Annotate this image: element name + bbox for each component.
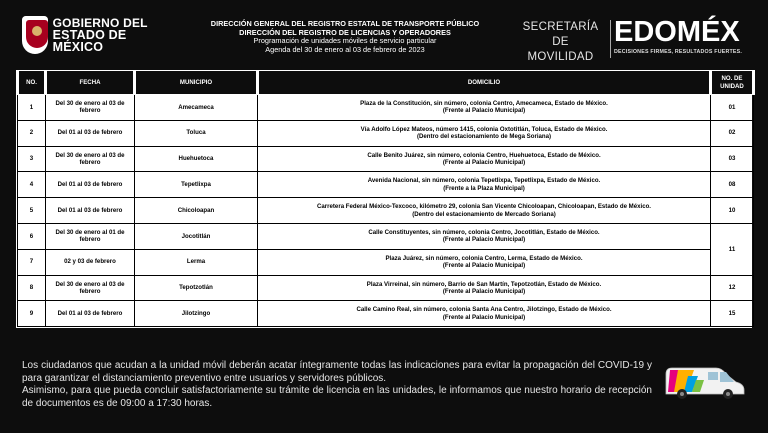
cell-municipio: Toluca <box>135 120 258 146</box>
domicilio-reference: (Frente al Palacio Municipal) <box>442 107 526 115</box>
heading-line-4: Agenda del 30 de enero al 03 de febrero de 2023 <box>265 44 425 54</box>
cell-fecha: Del 01 al 03 de febrero <box>46 172 135 198</box>
cell-municipio: Tepotzotlán <box>135 275 258 301</box>
cell-unidad: 11 <box>711 223 754 275</box>
table-row <box>18 172 754 198</box>
cell-municipio: Amecameca <box>135 95 258 121</box>
cell-domicilio <box>258 301 711 327</box>
gobierno-logo-line2: ESTADO DE MÉXICO <box>52 27 127 54</box>
domicilio-reference: (Frente al Palacio Municipal) <box>442 262 526 270</box>
cell-domicilio <box>258 95 711 121</box>
cell-unidad: 01 <box>711 95 754 121</box>
cell-municipio: Tepetlixpa <box>135 172 258 198</box>
gobierno-logo-text <box>53 17 162 54</box>
header-unidad: NO. DE UNIDAD <box>711 71 754 95</box>
cell-unidad: 03 <box>711 146 754 172</box>
cell-domicilio <box>258 275 711 301</box>
edomex-tagline: DECISIONES FIRMES, RESULTADOS FUERTES. <box>614 49 743 55</box>
cell-fecha: 02 y 03 de febrero <box>46 249 135 275</box>
cell-unidad: 10 <box>711 198 754 224</box>
notice-paragraph-1: Los ciudadanos que acudan a la unidad móvil deberán acatar íntegramente todas las indicaciones para evitar la propagación del COVID-19 y para garantizar el distanciamiento preventivo entre usuarios y servidores públicos. <box>22 360 652 384</box>
gobierno-logo-line1: GOBIERNO DEL <box>52 15 148 30</box>
cell-no: 3 <box>18 146 46 172</box>
document-heading <box>180 20 510 54</box>
header-domicilio: DOMICILIO <box>258 71 711 95</box>
schedule-table <box>16 70 755 327</box>
domicilio-address: Calle Benito Juárez, sin número, colonia Centro, Huehuetoca, Estado de México. <box>367 151 601 159</box>
domicilio-address: Plaza Virreinal, sin número, Barrio de San Martín, Tepotzotlán, Estado de México. <box>366 280 602 288</box>
header-fecha: FECHA <box>46 71 135 95</box>
table-row <box>18 95 754 121</box>
mobile-unit-van-icon <box>664 364 746 400</box>
domicilio-address: Calle Camino Real, sin número, colonia Santa Ana Centro, Jilotzingo, Estado de México. <box>356 306 612 314</box>
domicilio-address: Plaza Juárez, sin número, colonia Centro, Lerma, Estado de México. <box>385 254 583 262</box>
cell-domicilio <box>258 120 711 146</box>
domicilio-reference: (Frente a la Plaza Municipal) <box>443 184 525 192</box>
gobierno-estado-mexico-logo <box>22 12 162 58</box>
cell-fecha: Del 30 de enero al 03 de febrero <box>46 95 135 121</box>
cell-unidad: 15 <box>711 301 754 327</box>
domicilio-reference: (Frente al Palacio Municipal) <box>442 287 526 295</box>
cell-fecha: Del 30 de enero al 03 de febrero <box>46 146 135 172</box>
domicilio-address: Avenida Nacional, sin número, colonia Tepetlixpa, Tepetlixpa, Estado de México. <box>367 177 601 185</box>
cell-municipio: Jilotzingo <box>135 301 258 327</box>
header-municipio: MUNICIPIO <box>135 71 258 95</box>
cell-no: 6 <box>18 223 46 249</box>
cell-municipio: Huehuetoca <box>135 146 258 172</box>
cell-domicilio <box>258 146 711 172</box>
cell-no: 1 <box>18 95 46 121</box>
coat-of-arms-icon <box>22 16 48 54</box>
cell-municipio: Jocotitlán <box>135 223 258 249</box>
domicilio-reference: (Dentro del estacionamiento de Mercado Soriana) <box>412 210 556 218</box>
cell-no: 2 <box>18 120 46 146</box>
cell-no: 5 <box>18 198 46 224</box>
notice-paragraph-2: Asimismo, para que pueda concluir satisfactoriamente su trámite de licencia en las unidades, le informamos que nuestro horario de recepción de documentos es de 09:00 a 17:30 horas. <box>22 385 652 409</box>
cell-unidad: 08 <box>711 172 754 198</box>
table-row <box>18 120 754 146</box>
cell-municipio: Chicoloapan <box>135 198 258 224</box>
table-row <box>18 223 754 249</box>
secretaria-movilidad-logo <box>515 20 611 63</box>
header-no: NO. <box>18 71 46 95</box>
page-header <box>0 0 768 68</box>
edomex-logo <box>614 16 754 62</box>
cell-domicilio <box>258 249 711 275</box>
footer-notice <box>22 360 652 410</box>
cell-no: 9 <box>18 301 46 327</box>
edomex-wordmark: EDOMÉX <box>614 16 740 48</box>
heading-line-2: DIRECCIÓN DEL REGISTRO DE LICENCIAS Y OPERADORES <box>239 27 451 37</box>
cell-fecha: Del 01 al 03 de febrero <box>46 301 135 327</box>
domicilio-reference: (Frente al Palacio Municipal) <box>442 158 526 166</box>
cell-fecha: Del 30 de enero al 01 de febrero <box>46 223 135 249</box>
cell-no: 4 <box>18 172 46 198</box>
cell-domicilio <box>258 223 711 249</box>
table-row <box>18 198 754 224</box>
domicilio-address: Vía Adolfo López Mateos, número 1415, colonia Oxtotitlán, Toluca, Estado de México. <box>360 125 608 133</box>
cell-unidad: 02 <box>711 120 754 146</box>
cell-fecha: Del 01 al 03 de febrero <box>46 120 135 146</box>
cell-municipio: Lerma <box>135 249 258 275</box>
secretaria-line2: MOVILIDAD <box>527 51 594 63</box>
domicilio-address: Calle Constituyentes, sin número, colonia Centro, Jocotitlán, Estado de México. <box>368 228 600 236</box>
cell-unidad: 12 <box>711 275 754 301</box>
table-row <box>18 249 754 275</box>
domicilio-address: Plaza de la Constitución, sin número, colonia Centro, Amecameca, Estado de México. <box>360 99 608 107</box>
domicilio-address: Carretera Federal México-Texcoco, kilómetro 29, colonia San Vicente Chicoloapan, Chicoloapan, Estado de México. <box>316 203 651 211</box>
cell-domicilio <box>258 198 711 224</box>
cell-domicilio <box>258 172 711 198</box>
domicilio-reference: (Dentro del estacionamiento de Mega Soriana) <box>416 133 552 141</box>
schedule-table-container <box>16 70 752 328</box>
heading-line-3: Programación de unidades móviles de servicio particular <box>253 36 437 46</box>
cell-no: 7 <box>18 249 46 275</box>
cell-fecha: Del 30 de enero al 03 de febrero <box>46 275 135 301</box>
heading-line-1: DIRECCIÓN GENERAL DEL REGISTRO ESTATAL DE TRANSPORTE PÚBLICO <box>210 19 480 28</box>
table-row <box>18 301 754 327</box>
table-row <box>18 275 754 301</box>
cell-fecha: Del 01 al 03 de febrero <box>46 198 135 224</box>
table-header-row <box>18 71 754 95</box>
table-row <box>18 146 754 172</box>
secretaria-line1: SECRETARÍA DE <box>522 21 599 48</box>
cell-no: 8 <box>18 275 46 301</box>
domicilio-reference: (Frente al Palacio Municipal) <box>442 313 526 321</box>
domicilio-reference: (Frente al Palacio Municipal) <box>442 236 526 244</box>
